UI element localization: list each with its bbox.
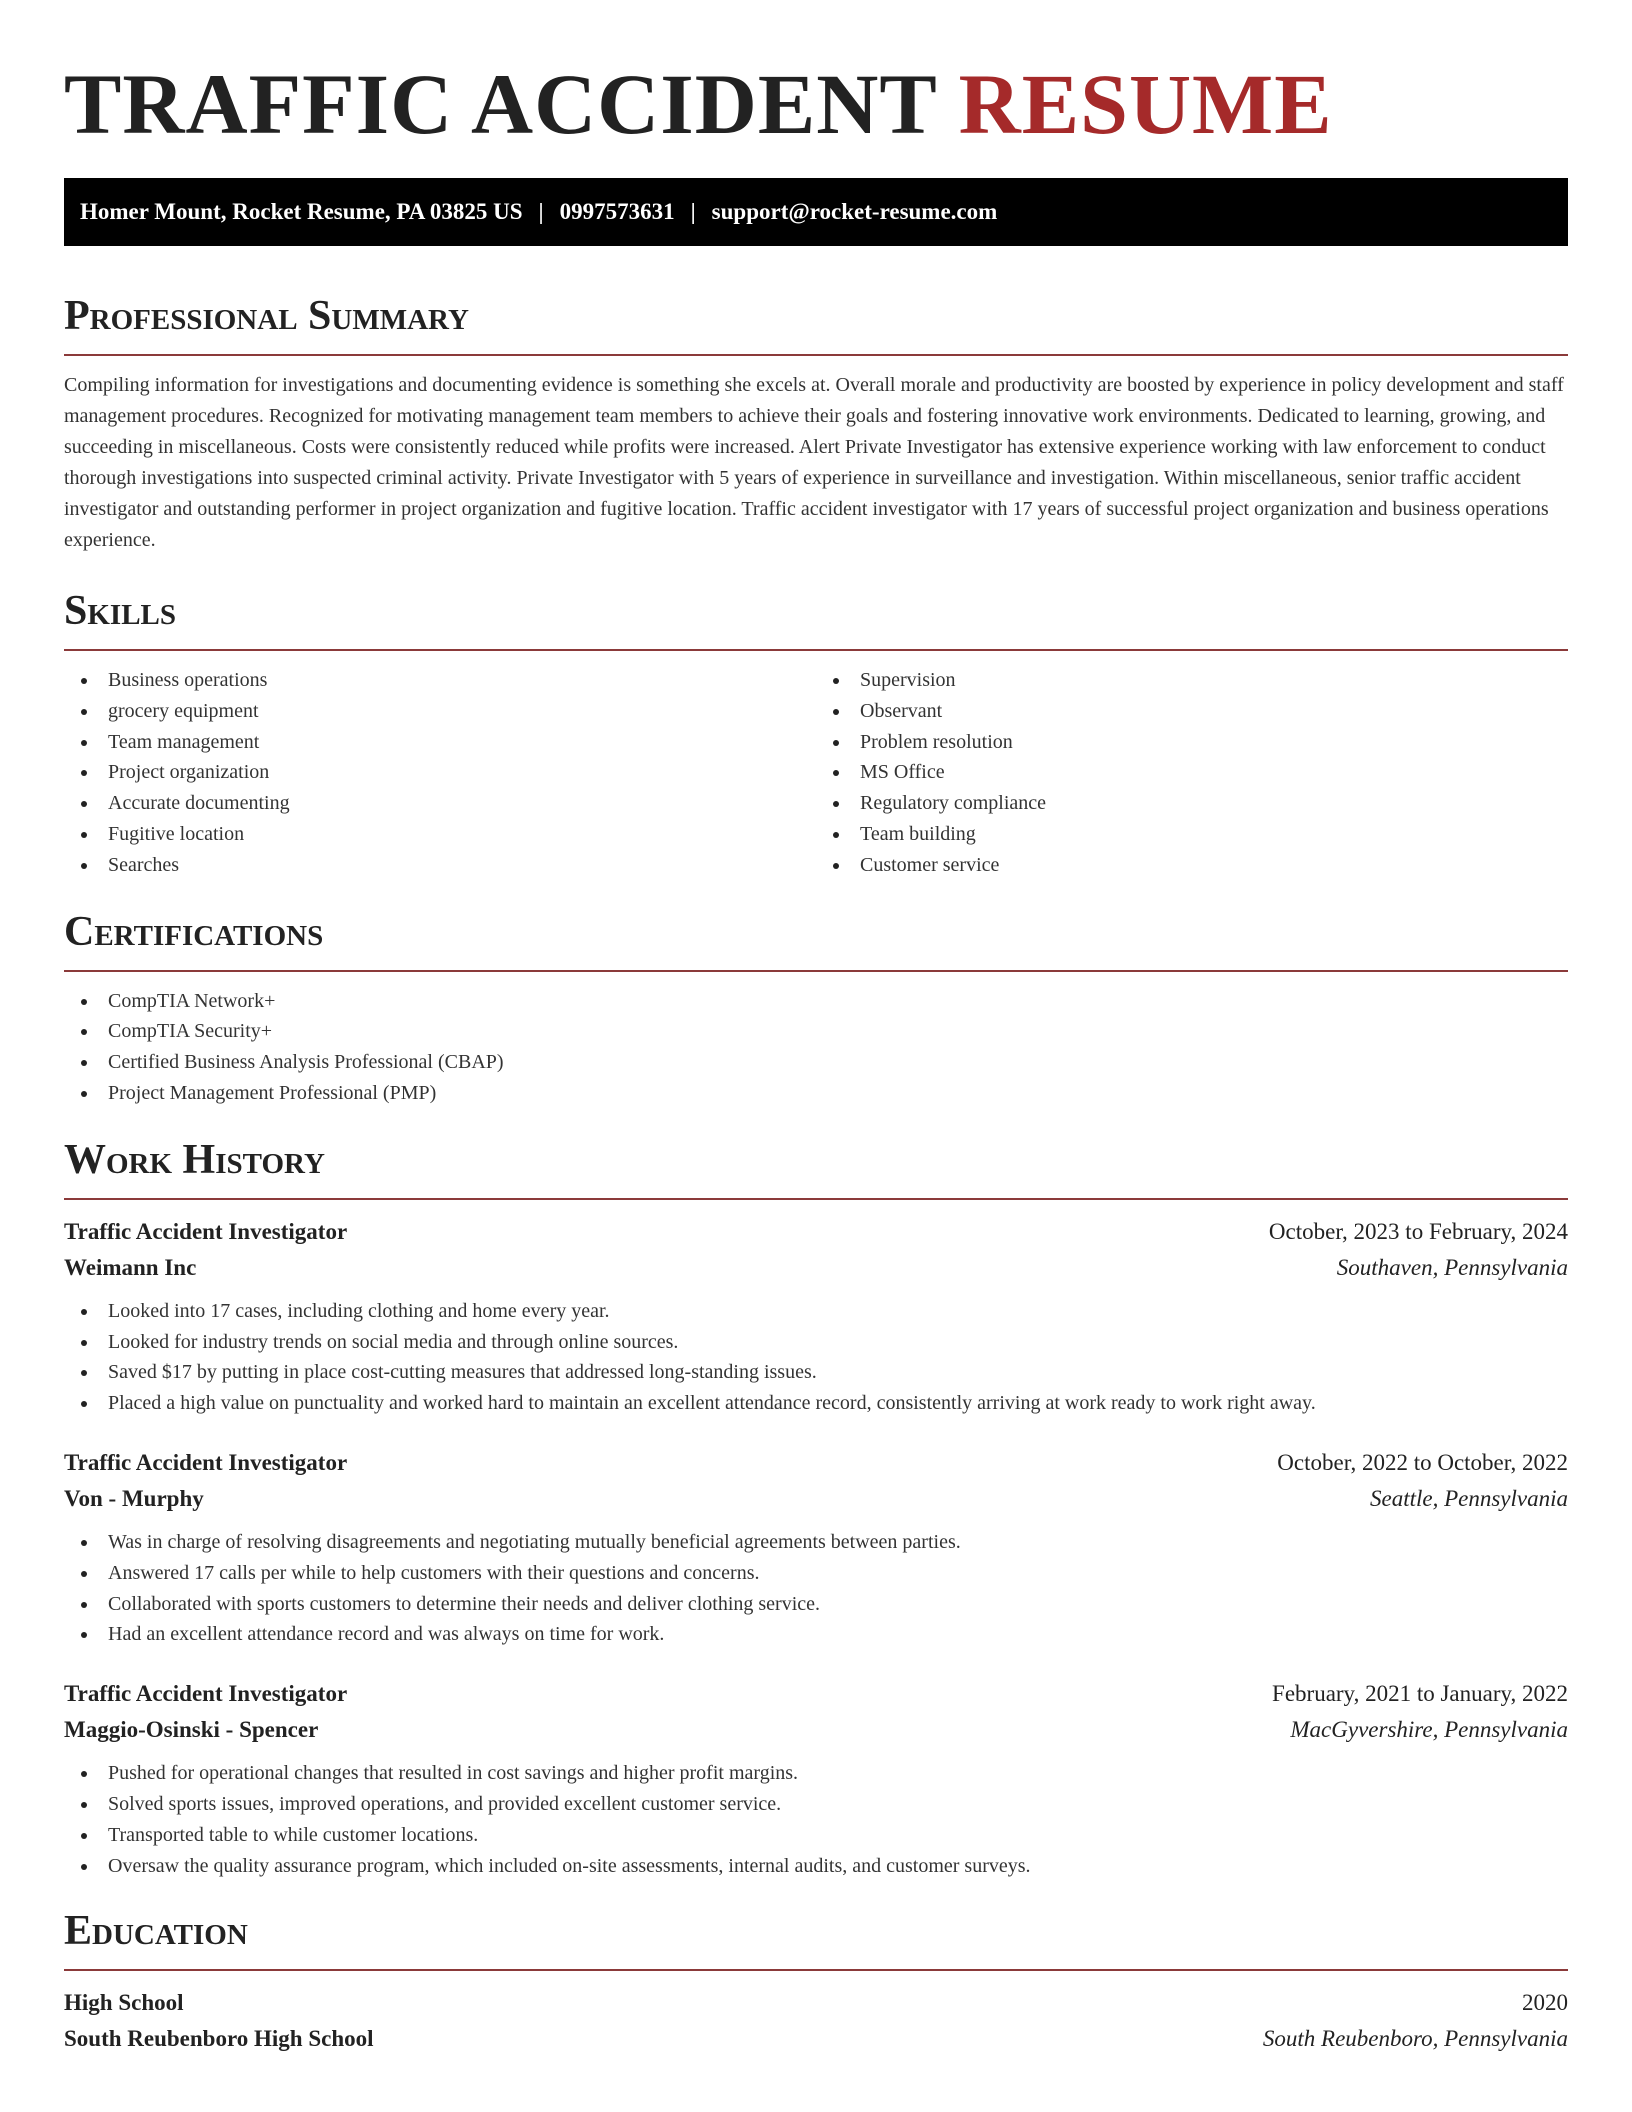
contact-address: Homer Mount, Rocket Resume, PA 03825 US	[80, 199, 523, 224]
title-accent: RESUME	[958, 56, 1333, 152]
job-entry	[64, 1214, 1568, 1419]
section-divider	[64, 970, 1568, 972]
certifications-section	[64, 906, 1568, 1109]
job-duty-item: Looked into 17 cases, including clothing and home every year.	[64, 1296, 1568, 1327]
job-company: Von - Murphy	[64, 1485, 204, 1511]
section-divider	[64, 1198, 1568, 1200]
skill-item: Customer service	[816, 850, 1568, 881]
skills-heading: Skills	[64, 588, 177, 634]
skill-item: Team building	[816, 819, 1568, 850]
education-location: South Reubenboro, Pennsylvania	[1262, 2026, 1568, 2052]
skill-item: Regulatory compliance	[816, 788, 1568, 819]
contact-email[interactable]: support@rocket-resume.com	[711, 199, 998, 224]
job-duty-item: Placed a high value on punctuality and worked hard to maintain an excellent attendance record, consistently arriving at work ready to work right away.	[64, 1388, 1568, 1419]
job-title: Traffic Accident Investigator	[64, 1218, 348, 1244]
job-duties-list	[64, 1296, 1568, 1419]
job-duty-item: Answered 17 calls per while to help customers with their questions and concerns.	[64, 1558, 1568, 1589]
skill-item: Business operations	[64, 665, 816, 696]
job-dates: October, 2022 to October, 2022	[1277, 1449, 1568, 1475]
section-divider	[64, 1969, 1568, 1971]
title-main: TRAFFIC ACCIDENT	[64, 56, 937, 152]
skill-item: Accurate documenting	[64, 788, 816, 819]
skill-item: Observant	[816, 696, 1568, 727]
section-divider	[64, 649, 1568, 651]
page-title	[64, 54, 1568, 154]
skills-list-left	[64, 665, 816, 881]
skill-item: Supervision	[816, 665, 1568, 696]
skills-grid	[64, 665, 1568, 881]
skill-item: Team management	[64, 727, 816, 758]
job-dates: October, 2023 to February, 2024	[1268, 1218, 1568, 1244]
summary-heading: Professional Summary	[64, 293, 469, 339]
contact-separator: |	[690, 199, 696, 224]
certification-item: Project Management Professional (PMP)	[64, 1078, 1568, 1109]
job-duty-item: Saved $17 by putting in place cost-cutting measures that addressed long-standing issues.	[64, 1357, 1568, 1388]
certifications-list	[64, 986, 1568, 1109]
education-section	[64, 1905, 1568, 2057]
work-history-section	[64, 1134, 1568, 1882]
skills-list-right	[816, 665, 1568, 881]
job-duty-item: Had an excellent attendance record and was always on time for work.	[64, 1619, 1568, 1650]
job-duty-item: Pushed for operational changes that resulted in cost savings and higher profit margins.	[64, 1758, 1568, 1789]
job-duty-item: Was in charge of resolving disagreements and negotiating mutually beneficial agreements between parties.	[64, 1527, 1568, 1558]
work-history-heading: Work History	[64, 1136, 325, 1183]
job-duty-item: Solved sports issues, improved operations, and provided excellent customer service.	[64, 1789, 1568, 1820]
education-school: South Reubenboro High School	[64, 2026, 374, 2052]
skill-item: Searches	[64, 850, 816, 881]
job-company: Weimann Inc	[64, 1254, 197, 1280]
contact-phone[interactable]: 0997573631	[559, 199, 675, 224]
skill-item: MS Office	[816, 757, 1568, 788]
job-duties-list	[64, 1527, 1568, 1650]
job-location: Seattle, Pennsylvania	[1370, 1485, 1568, 1511]
education-heading: Education	[64, 1908, 248, 1955]
education-entry	[64, 1985, 1568, 2057]
skill-item: Fugitive location	[64, 819, 816, 850]
section-divider	[64, 354, 1568, 356]
skill-item: grocery equipment	[64, 696, 816, 727]
summary-section	[64, 290, 1568, 556]
job-company: Maggio-Osinski - Spencer	[64, 1717, 319, 1743]
summary-text: Compiling information for investigations and documenting evidence is something she excels at. Overall morale and productivity are boosted by experience in policy development and staff management procedures. Recognized for motivating management team members to achieve their goals and fostering innovative work environments. Dedicated to learning, growing, and succeeding in miscellaneous. Costs were consistently reduced while profits were increased. Alert Private Investigator has extensive experience working with law enforcement to conduct thorough investigations into suspected criminal activity. Private Investigator with 5 years of experience in surveillance and investigation. Within miscellaneous, senior traffic accident investigator and outstanding performer in project organization and fugitive location. Traffic accident investigator with 17 years of successful project organization and business operations experience.	[64, 374, 1564, 551]
job-duty-item: Oversaw the quality assurance program, which included on-site assessments, internal audits, and customer surveys.	[64, 1851, 1568, 1882]
job-title: Traffic Accident Investigator	[64, 1681, 348, 1707]
certification-item: CompTIA Security+	[64, 1016, 1568, 1047]
certification-item: Certified Business Analysis Professional (CBAP)	[64, 1047, 1568, 1078]
job-duty-item: Transported table to while customer locations.	[64, 1820, 1568, 1851]
job-title: Traffic Accident Investigator	[64, 1449, 348, 1475]
job-duty-item: Looked for industry trends on social media and through online sources.	[64, 1327, 1568, 1358]
job-location: Southaven, Pennsylvania	[1336, 1254, 1568, 1280]
skill-item: Project organization	[64, 757, 816, 788]
job-duty-item: Collaborated with sports customers to determine their needs and deliver clothing service.	[64, 1589, 1568, 1620]
education-degree: High School	[64, 1990, 184, 2016]
education-year: 2020	[1522, 1990, 1568, 2016]
job-location: MacGyvershire, Pennsylvania	[1290, 1717, 1568, 1743]
certification-item: CompTIA Network+	[64, 986, 1568, 1017]
contact-bar	[64, 178, 1568, 246]
skill-item: Problem resolution	[816, 727, 1568, 758]
certifications-heading: Certifications	[64, 908, 324, 955]
skills-section	[64, 585, 1568, 881]
job-entry	[64, 1676, 1568, 1881]
job-entry	[64, 1445, 1568, 1650]
job-dates: February, 2021 to January, 2022	[1272, 1681, 1568, 1707]
job-duties-list	[64, 1758, 1568, 1881]
contact-separator: |	[538, 199, 544, 224]
